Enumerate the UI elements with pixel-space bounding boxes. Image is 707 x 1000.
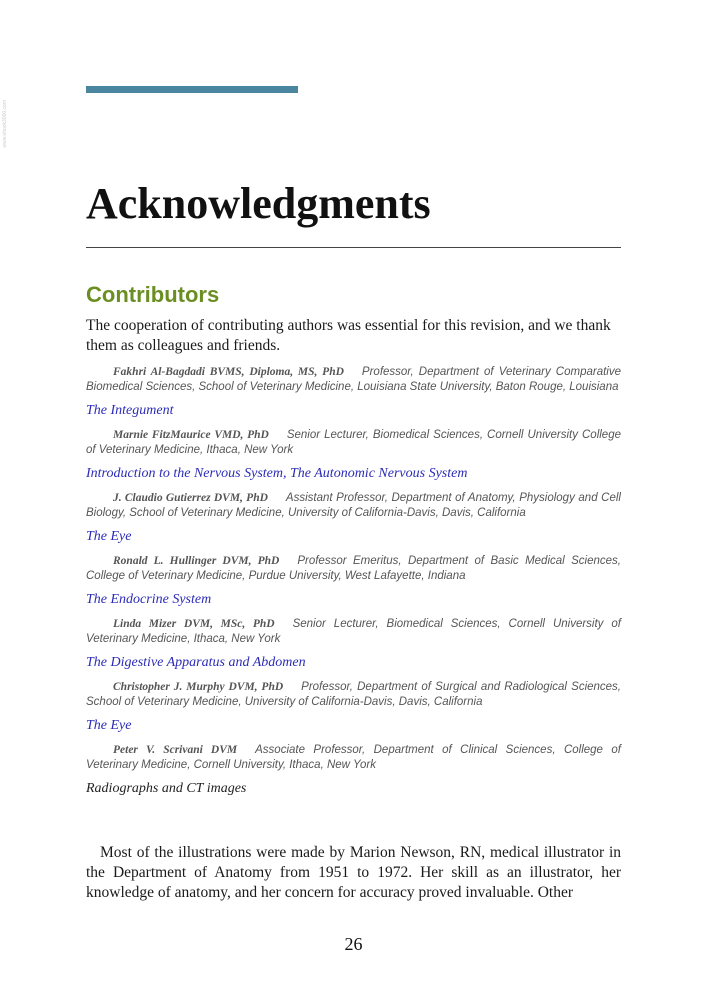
contributor-topic: The Endocrine System	[86, 592, 212, 607]
contributor-topic: Radiographs and CT images	[86, 781, 247, 796]
contributor-affiliation: Senior Lecturer, Biomedical Sciences, Cornell University of Veterinary Medicine, Ithaca, New York	[86, 618, 621, 645]
page-number: 26	[344, 934, 363, 954]
contributor-name: Peter V. Scrivani DVM	[113, 744, 238, 756]
contributor-affiliation: Professor, Department of Surgical and Radiological Sciences, School of Veterinary Medicine, University of California-Davis, Davis, California	[86, 681, 622, 708]
page-title: Acknowledgments	[86, 179, 431, 228]
contributor-entry	[86, 743, 621, 806]
contributor-topic: The Eye	[86, 529, 132, 544]
contributor-entry	[86, 365, 621, 428]
contributor-entry	[86, 617, 621, 680]
contributor-topic: Introduction to the Nervous System, The Autonomic Nervous System	[86, 466, 468, 481]
contributor-text	[86, 554, 621, 584]
contributor-affiliation: Associate Professor, Department of Clinical Sciences, College of Veterinary Medicine, Cornell University, Ithaca, New York	[86, 744, 621, 771]
closing-paragraph: Most of the illustrations were made by Marion Newson, RN, medical illustrator in the Department of Anatomy from 1951 to 1972. Her skill as an illustrator, her knowledge of anatomy, and her concern for accuracy proved invaluable. Other	[86, 844, 621, 901]
contributor-entry	[86, 491, 621, 554]
contributor-affiliation: Senior Lecturer, Biomedical Sciences, Cornell University College of Veterinary Medicine, Ithaca, New York	[86, 429, 621, 456]
contributor-topic: The Eye	[86, 718, 132, 733]
contributors-list	[86, 365, 621, 806]
contributor-text	[86, 365, 621, 395]
contributor-affiliation: Professor Emeritus, Department of Basic Medical Sciences, College of Veterinary Medicine, Purdue University, West Lafayette, Indiana	[86, 555, 621, 582]
contributor-name: Fakhri Al-Bagdadi BVMS, Diploma, MS, PhD	[113, 366, 344, 378]
contributor-text	[86, 491, 621, 521]
contributor-topic: The Digestive Apparatus and Abdomen	[86, 655, 306, 670]
contributor-topic: The Integument	[86, 403, 174, 418]
contributor-text	[86, 428, 621, 458]
header-accent-bar	[86, 86, 298, 93]
title-divider	[86, 247, 621, 248]
contributor-entry	[86, 554, 621, 617]
contributor-name: Marnie FitzMaurice VMD, PhD	[113, 429, 269, 441]
intro-paragraph: The cooperation of contributing authors was essential for this revision, and we thank them as colleagues and friends.	[86, 317, 611, 354]
contributor-name: Linda Mizer DVM, MSc, PhD	[113, 618, 275, 630]
contributor-entry	[86, 428, 621, 491]
contributor-name: J. Claudio Gutierrez DVM, PhD	[113, 492, 268, 504]
contributor-affiliation: Professor, Department of Veterinary Comparative Biomedical Sciences, School of Veterinary Medicine, Louisiana State University, Baton Rouge, Louisiana	[86, 366, 622, 393]
contributor-name: Ronald L. Hullinger DVM, PhD	[113, 555, 280, 567]
contributor-entry	[86, 680, 621, 743]
contributor-name: Christopher J. Murphy DVM, PhD	[113, 681, 284, 693]
side-watermark: www.ebook3000.com	[2, 100, 8, 148]
contributor-text	[86, 617, 621, 647]
contributor-affiliation: Assistant Professor, Department of Anatomy, Physiology and Cell Biology, School of Veterinary Medicine, University of California-Davis, Davis, California	[86, 492, 621, 519]
section-heading-contributors: Contributors	[86, 282, 220, 307]
contributor-text	[86, 743, 621, 773]
contributor-text	[86, 680, 621, 710]
